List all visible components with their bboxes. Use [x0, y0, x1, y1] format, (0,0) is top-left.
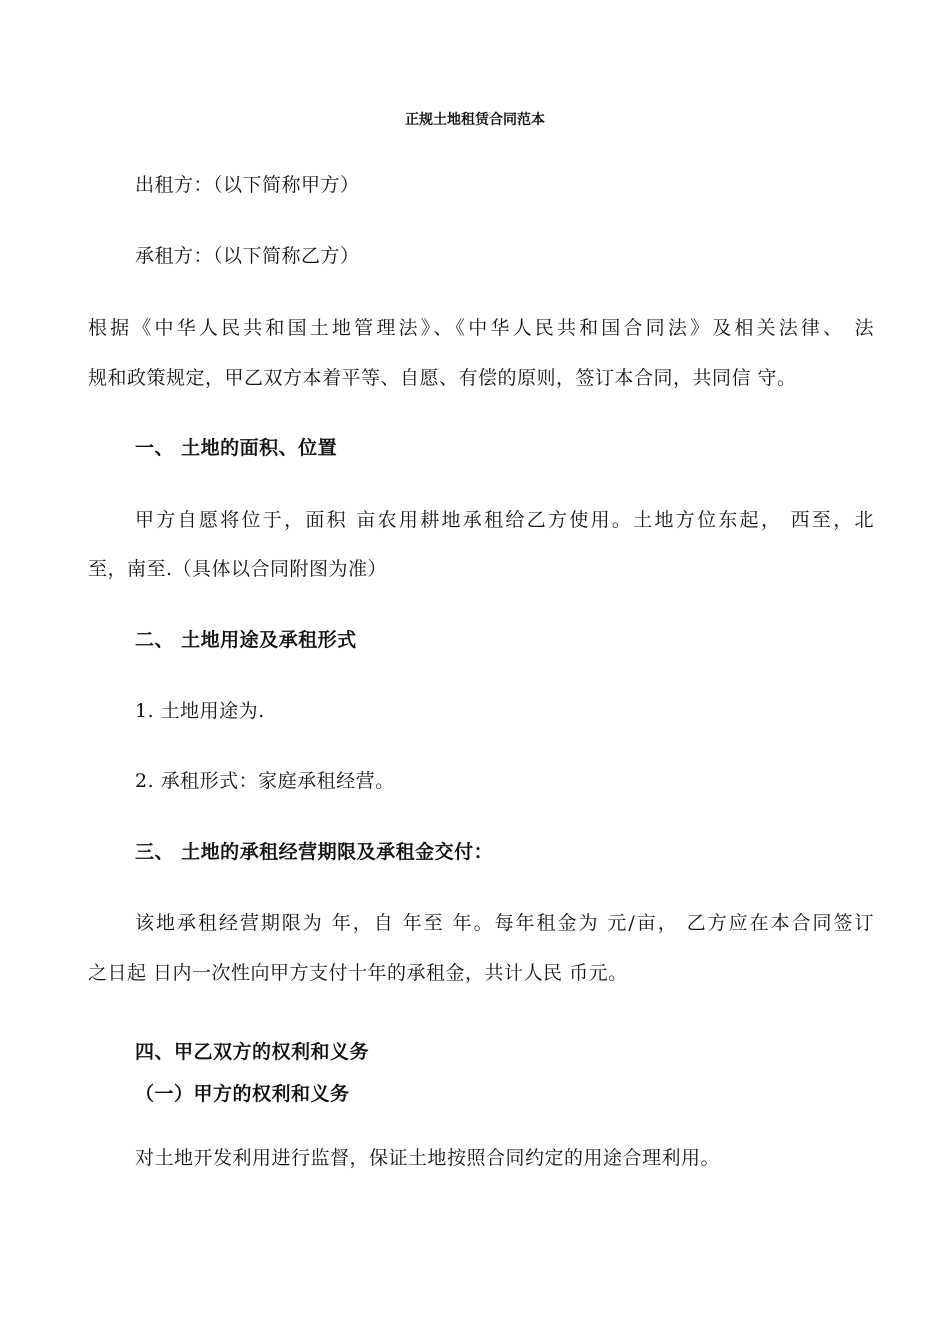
section-4-subheading: （一）甲方的权利和义务: [135, 1083, 350, 1105]
section-1-line-2: 至，南至.（具体以合同附图为准）: [88, 558, 388, 580]
section-3-line-1: 该地承租经营期限为 年，自 年至 年。每年租金为 元/亩， 乙方应在本合同签订: [135, 912, 874, 934]
section-2-item-1: 1. 土地用途为.: [135, 700, 265, 722]
section-3-line-2: 之日起 日内一次性向甲方支付十年的承租金，共计人民 币元。: [88, 962, 628, 984]
document-title: 正规土地租赁合同范本: [405, 112, 545, 128]
preamble-line-2: 规和政策规定，甲乙双方本着平等、自愿、有偿的原则，签订本合同，共同信 守。: [88, 367, 797, 389]
lessee-line: 承租方：（以下简称乙方）: [135, 245, 360, 267]
section-4-heading: 四、甲乙双方的权利和义务: [135, 1041, 370, 1063]
section-4-line-1: 对土地开发利用进行监督，保证土地按照合同约定的用途合理利用。: [135, 1147, 721, 1169]
preamble-line-1: 根据《中华人民共和国土地管理法》、《中华人民共和国合同法》及相关法律、 法: [88, 317, 874, 339]
section-1-line-1: 甲方自愿将位于，面积 亩农用耕地承租给乙方使用。土地方位东起， 西至，北: [135, 509, 874, 531]
section-3-heading: 三、 土地的承租经营期限及承租金交付：: [135, 841, 494, 863]
section-2-item-2: 2. 承租形式：家庭承租经营。: [135, 770, 395, 792]
section-2-heading: 二、 土地用途及承租形式: [135, 629, 357, 651]
lessor-line: 出租方：（以下简称甲方）: [135, 174, 360, 196]
section-1-heading: 一、 土地的面积、位置: [135, 437, 338, 459]
